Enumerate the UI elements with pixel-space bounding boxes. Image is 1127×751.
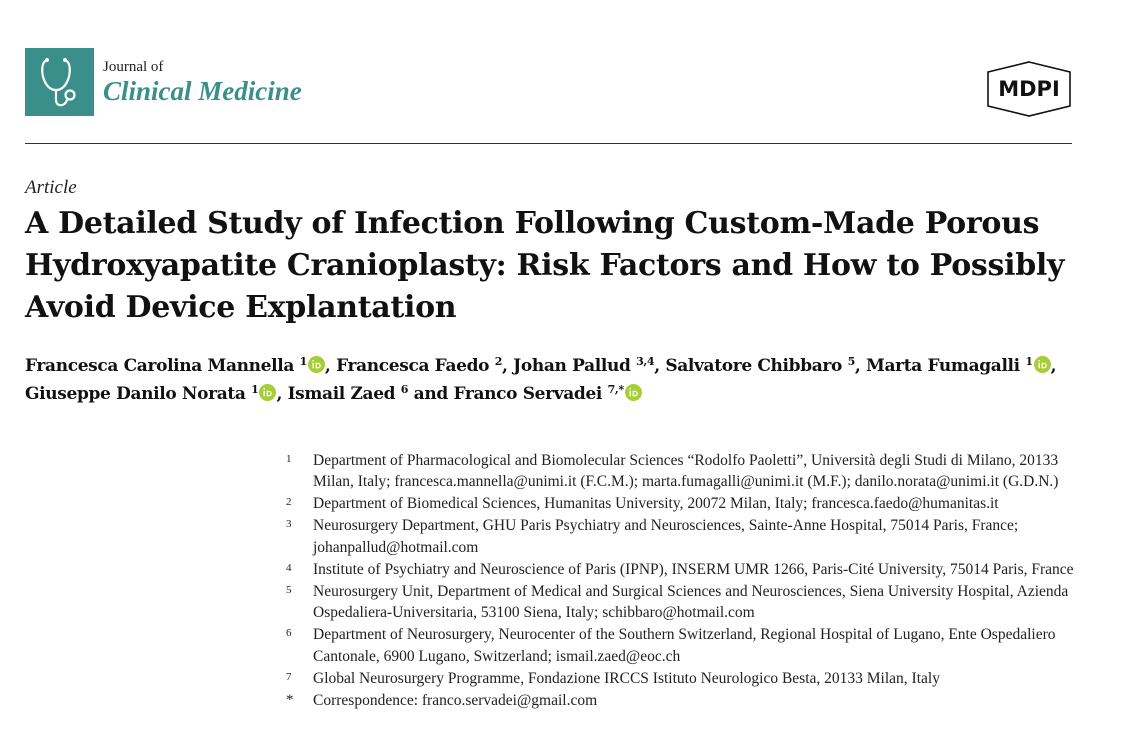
author-affiliation-sup: 3,4 xyxy=(636,355,655,368)
affiliation-number: 7 xyxy=(286,670,292,683)
affiliation-item xyxy=(286,624,1086,667)
affiliation-text: Neurosurgery Department, GHU Paris Psychiatry and Neurosciences, Sainte-Anne Hospital, 75014 Paris, France; johanpallud@hotmail.com xyxy=(313,517,1019,556)
header-divider xyxy=(25,143,1072,144)
orcid-icon[interactable] xyxy=(308,356,325,373)
author-name: Francesca Carolina Mannella xyxy=(25,356,295,376)
affiliation-number: 4 xyxy=(286,561,292,574)
author-name: Ismail Zaed xyxy=(287,384,396,404)
author-affiliation-sup: 2 xyxy=(494,355,503,368)
affiliation-text: Department of Neurosurgery, Neurocenter of the Southern Switzerland, Regional Hospital of Lugano, Ente Ospedaliero Cantonale, 6900 Lugano, Switzerland; ismail.zaed@eoc.ch xyxy=(313,626,1056,665)
affiliation-number: * xyxy=(286,691,294,708)
affiliation-item xyxy=(286,690,1086,711)
publisher-logo[interactable] xyxy=(986,60,1072,118)
orcid-icon[interactable] xyxy=(1034,356,1051,373)
author-affiliation-sup: 1 xyxy=(251,383,259,396)
author-affiliation-sup: 7,* xyxy=(607,383,624,396)
affiliation-text: Department of Biomedical Sciences, Humanitas University, 20072 Milan, Italy; francesca.faedo@humanitas.it xyxy=(313,495,999,513)
author-name: Giuseppe Danilo Norata xyxy=(25,384,246,404)
affiliation-item xyxy=(286,668,1086,689)
affiliation-item xyxy=(286,450,1086,493)
journal-title: Clinical Medicine xyxy=(103,76,302,106)
affiliation-number: 6 xyxy=(286,627,292,640)
author-list: Francesca Carolina Mannella $^1$ , Francesca Faedo $^2$, Johan Pallud $^{3,4}$, Salvatore Chibbaro $^5$, Marta Fumagalli $^1$ , Giuseppe Danilo Norata $^1$ , Ismail Zaed $^6$ and Franco Servadei $^{7,*}$ xyxy=(25,355,1057,404)
author-affiliation-sup: 5 xyxy=(847,355,855,368)
stethoscope-icon xyxy=(25,48,94,116)
paper-title: A Detailed Study of Infection Following Custom-Made Porous Hydroxyapatite Cranioplasty: Risk Factors and How to Possibly Avoid Device Explantation xyxy=(25,206,1065,325)
author-name: Salvatore Chibbaro xyxy=(665,356,842,376)
affiliation-number: 5 xyxy=(286,583,292,596)
journal-logo[interactable] xyxy=(25,48,94,116)
author-name: Marta Fumagalli xyxy=(866,356,1020,376)
affiliation-list xyxy=(286,450,1086,712)
author-name: Franco Servadei xyxy=(453,384,603,404)
affiliation-number: 1 xyxy=(286,453,292,465)
affiliation-text: Neurosurgery Unit, Department of Medical and Surgical Sciences and Neurosciences, Siena University Hospital, Azienda Ospedaliera-Universitaria, 53100 Siena, Italy; schibbaro@hotmail.com xyxy=(313,582,1069,622)
affiliation-number: 3 xyxy=(286,518,292,531)
author-affiliation-sup: 1 xyxy=(1025,355,1033,368)
orcid-icon[interactable] xyxy=(259,384,276,401)
journal-of-label: Journal of xyxy=(103,59,164,75)
affiliation-text: Global Neurosurgery Programme, Fondazione IRCCS Istituto Neurologico Besta, 20133 Milan, Italy xyxy=(313,669,940,687)
author-name: Francesca Faedo xyxy=(336,356,490,376)
affiliation-text: Department of Pharmacological and Biomolecular Sciences “Rodolfo Paoletti”, Università degli Studi di Milano, 20133 Milan, Italy; francesca.mannella@unimi.it (F.C.M.); marta.fumagalli@unimi.it (M.F.); danilo.norata@unimi.it (G.D.N.) xyxy=(313,452,1059,491)
affiliation-item xyxy=(286,515,1086,558)
author-affiliation-sup: 1 xyxy=(299,355,307,368)
affiliation-number: 2 xyxy=(286,496,292,509)
affiliation-item xyxy=(286,559,1086,580)
affiliation-item xyxy=(286,581,1086,624)
affiliation-text: Correspondence: franco.servadei@gmail.com xyxy=(313,691,598,709)
orcid-icon[interactable] xyxy=(625,384,642,401)
journal-name[interactable] xyxy=(103,60,302,105)
article-type: Article xyxy=(25,177,77,198)
publisher-name: MDPI xyxy=(998,77,1060,101)
affiliation-item xyxy=(286,493,1086,514)
author-affiliation-sup: 6 xyxy=(400,383,409,396)
author-name: Johan Pallud xyxy=(513,356,631,376)
affiliation-text: Institute of Psychiatry and Neuroscience of Paris (IPNP), INSERM UMR 1266, Paris-Cité University, 75014 Paris, France xyxy=(313,560,1074,578)
